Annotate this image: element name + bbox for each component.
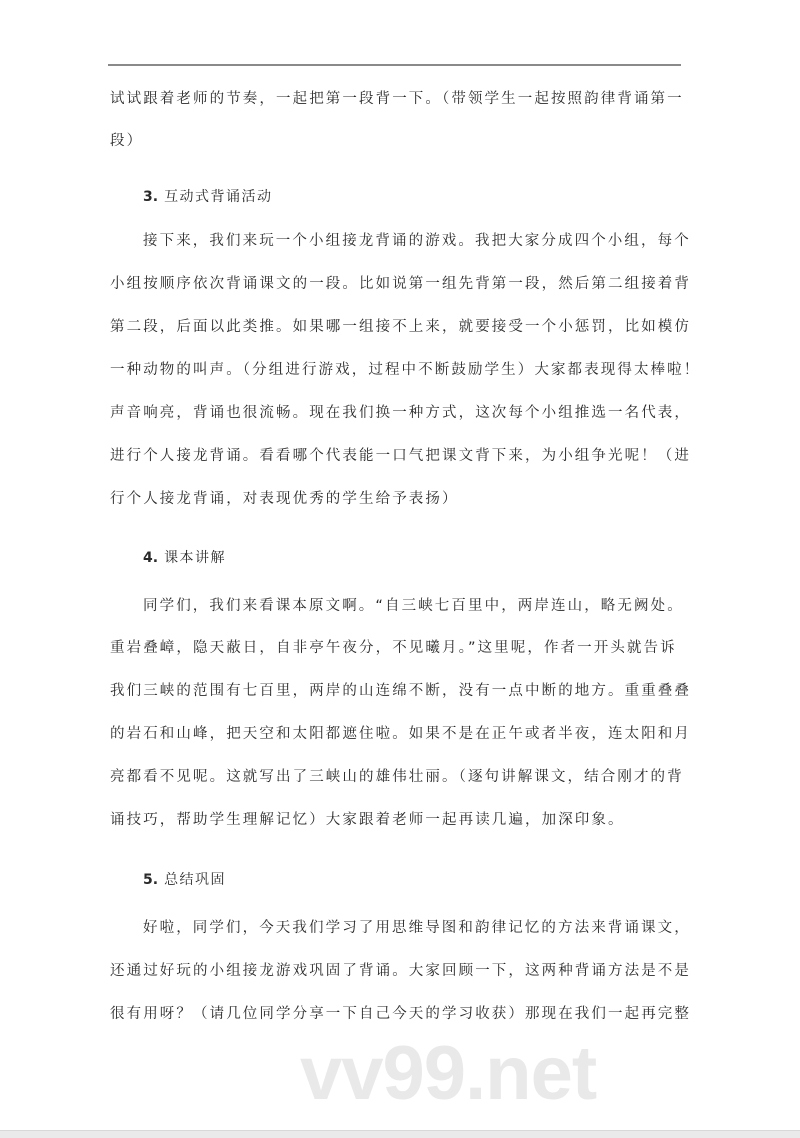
paragraph-line: 很有用呀？（请几位同学分享一下自己今天的学习收获）那现在我们一起再完整 — [110, 1006, 691, 1022]
paragraph-line: 诵技巧，帮助学生理解记忆）大家跟着老师一起再读几遍，加深印象。 — [110, 812, 625, 828]
heading-title: 总结巩固 — [164, 872, 227, 888]
watermark: vv99.net — [300, 1031, 597, 1116]
section-heading-3 — [143, 187, 273, 207]
paragraph-line: 行个人接龙背诵，对表现优秀的学生给予表扬） — [110, 491, 459, 507]
paragraph-line: 小组按顺序依次背诵课文的一段。比如说第一组先背第一段，然后第二组接着背 — [110, 276, 691, 292]
paragraph-line: 重岩叠嶂，隐天蔽日，自非亭午夜分，不见曦月。”这里呢，作者一开头就告诉 — [110, 640, 677, 656]
paragraph-line: 一种动物的叫声。（分组进行游戏，过程中不断鼓励学生）大家都表现得太棒啦！ — [110, 362, 701, 378]
heading-title: 课本讲解 — [164, 550, 227, 566]
heading-title: 互动式背诵活动 — [164, 189, 273, 205]
paragraph-line: 进行个人接龙背诵。看看哪个代表能一口气把课文背下来，为小组争光呢！（进 — [110, 448, 691, 464]
paragraph-line: 段） — [110, 133, 144, 149]
paragraph-line: 亮都看不见呢。这就写出了三峡山的雄伟壮丽。（逐句讲解课文，结合刚才的背 — [110, 769, 684, 785]
paragraph-line: 接下来，我们来玩一个小组接龙背诵的游戏。我把大家分成四个小组，每个 — [143, 233, 691, 249]
heading-number: 3. — [143, 189, 159, 205]
paragraph-line: 还通过好玩的小组接龙游戏巩固了背诵。大家回顾一下，这两种背诵方法是不是 — [110, 963, 691, 979]
heading-number: 4. — [143, 550, 159, 566]
paragraph-line: 我们三峡的范围有七百里，两岸的山连绵不断，没有一点中断的地方。重重叠叠 — [110, 683, 691, 699]
paragraph-line: 的岩石和山峰，把天空和太阳都遮住啦。如果不是在正午或者半夜，连太阳和月 — [110, 726, 691, 742]
paragraph-line: 好啦，同学们，今天我们学习了用思维导图和韵律记忆的方法来背诵课文， — [143, 920, 691, 936]
paragraph-line: 试试跟着老师的节奏，一起把第一段背一下。（带领学生一起按照韵律背诵第一 — [110, 91, 684, 107]
section-heading-4 — [143, 548, 226, 568]
section-heading-5 — [143, 870, 226, 890]
paragraph-line: 同学们，我们来看课本原文啊。“自三峡七百里中，两岸连山，略无阙处。 — [143, 598, 684, 614]
paragraph-line: 第二段，后面以此类推。如果哪一组接不上来，就要接受一个小惩罚，比如模仿 — [110, 319, 691, 335]
heading-number: 5. — [143, 872, 159, 888]
header-rule — [108, 64, 681, 66]
paragraph-line: 声音响亮，背诵也很流畅。现在我们换一种方式，这次每个小组推选一名代表， — [110, 405, 691, 421]
